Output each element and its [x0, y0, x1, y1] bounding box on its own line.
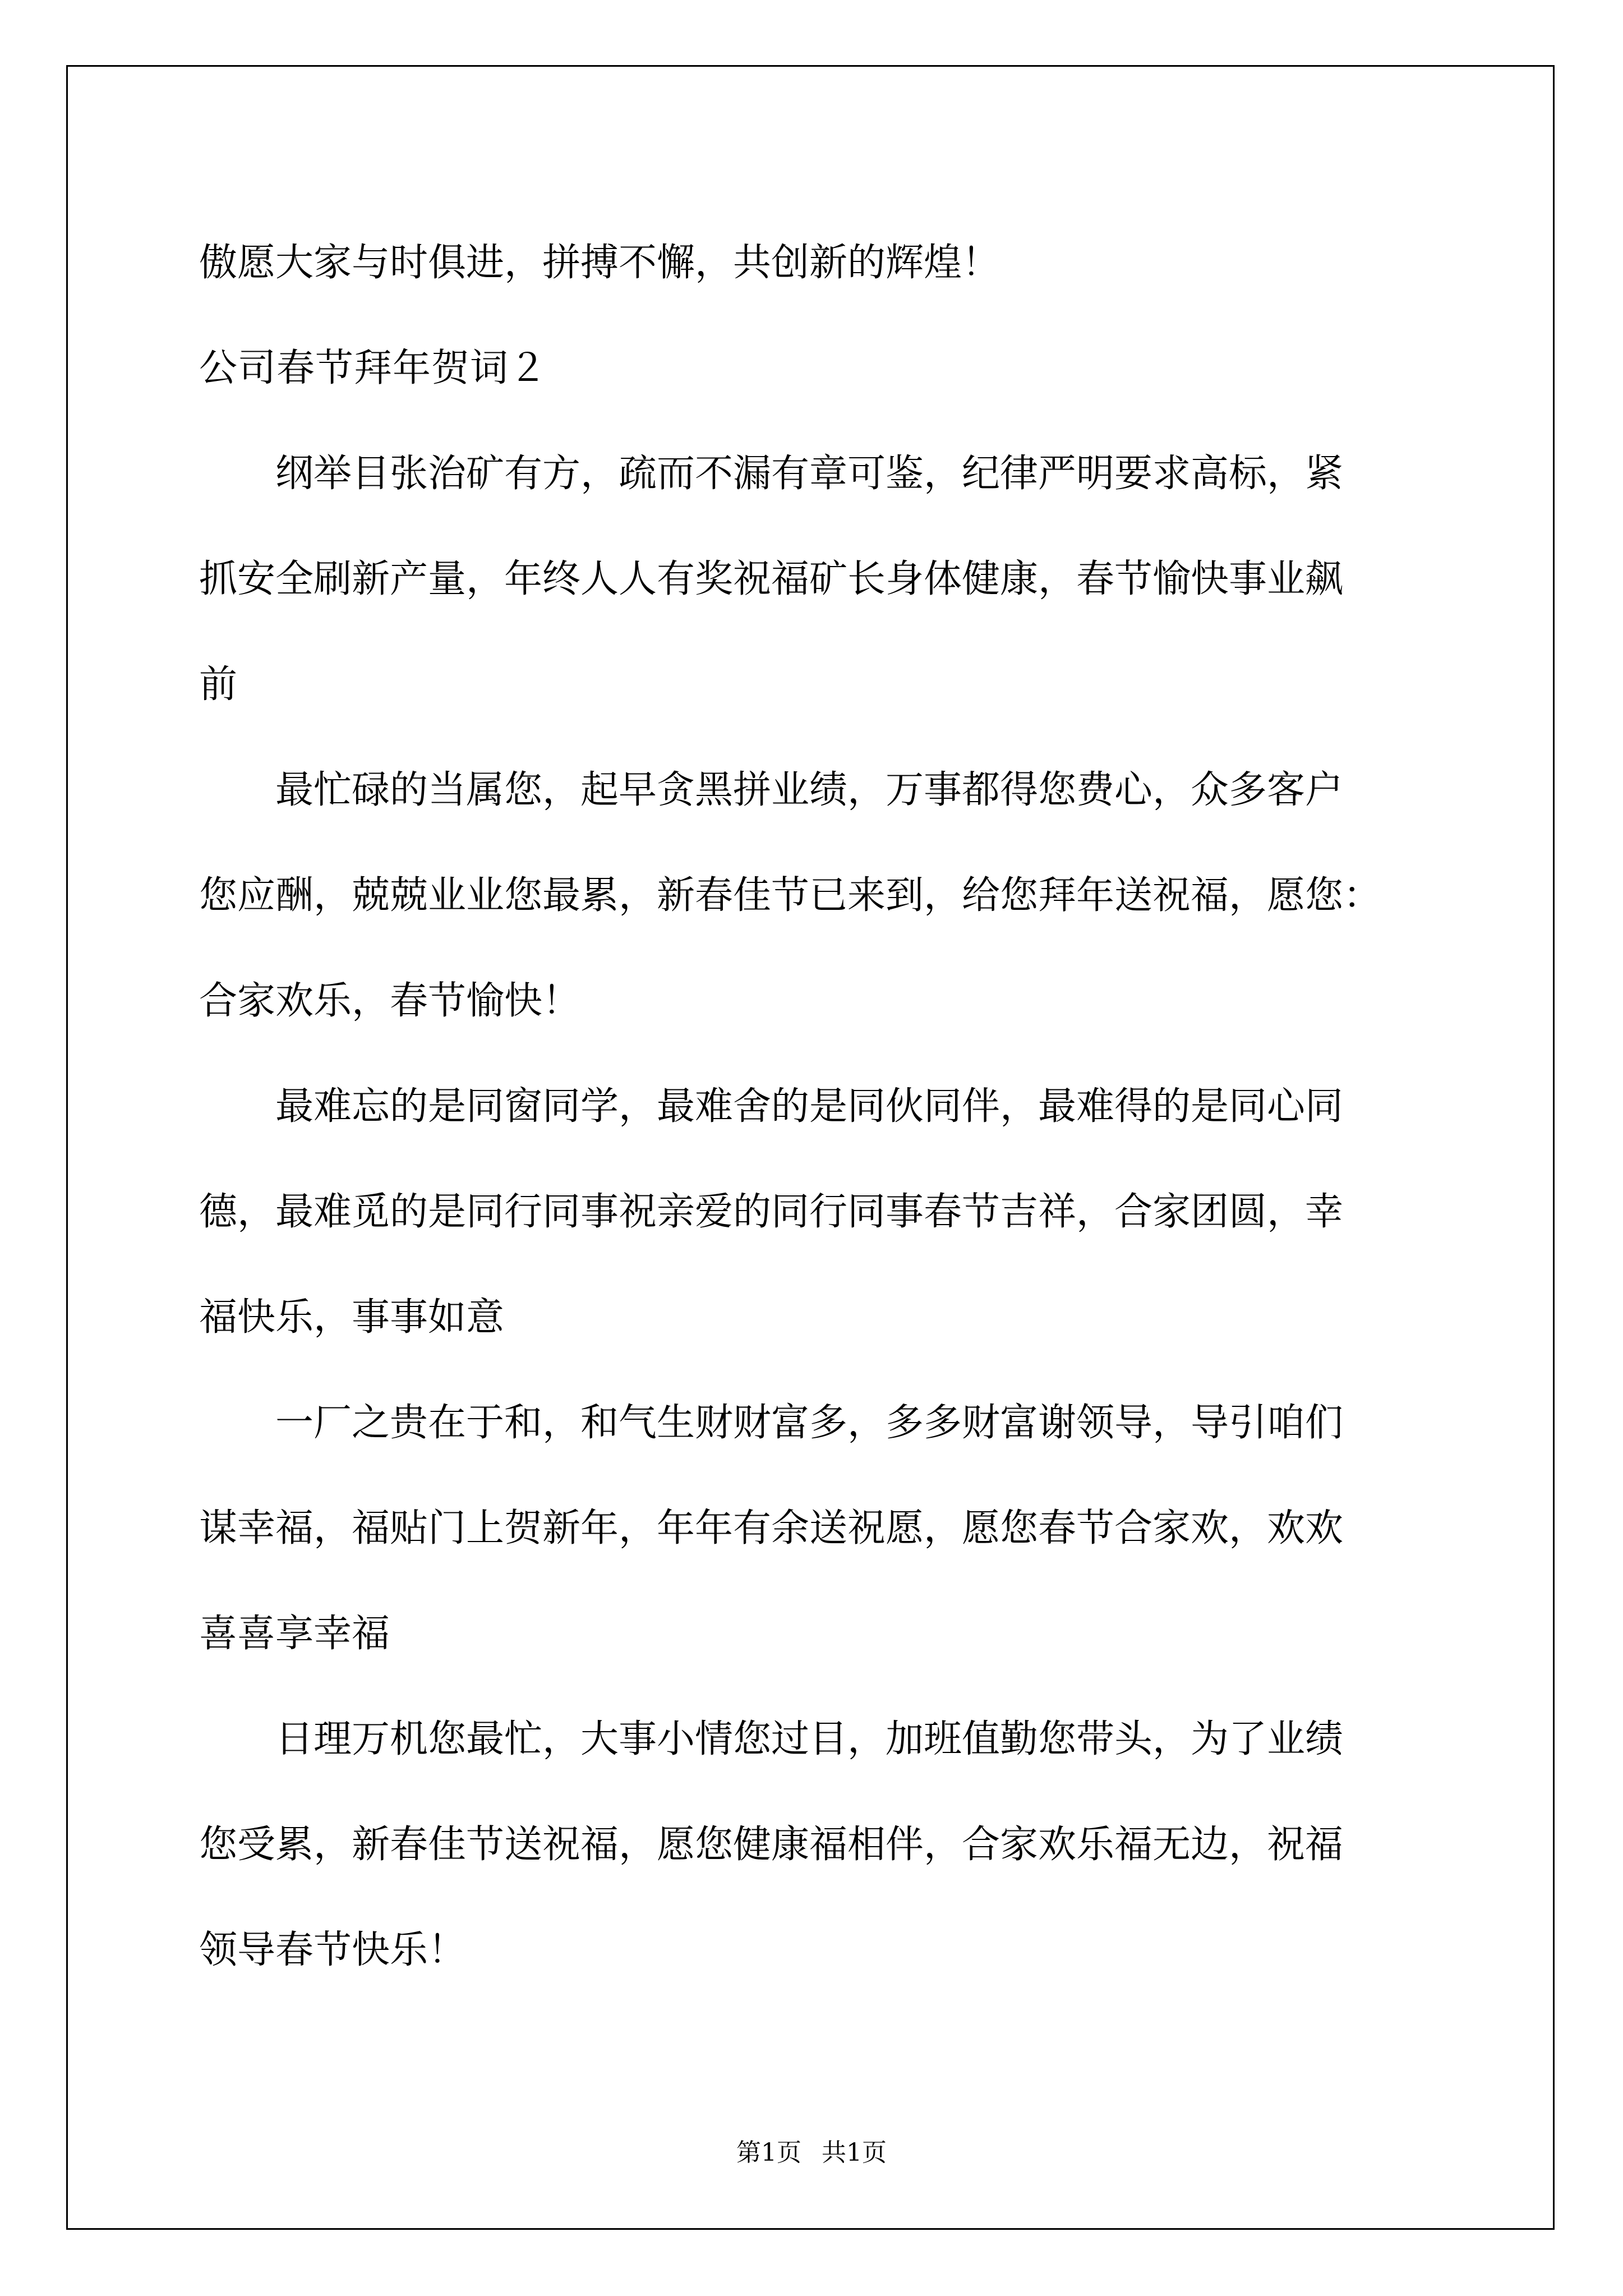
text-line: 您受累，新春佳节送祝福，愿您健康福相伴，合家欢乐福无边，祝福 — [199, 1823, 1344, 1867]
text-line: 日理万机您最忙，大事小情您过目，加班值勤您带头，为了业绩 — [199, 1717, 1344, 1761]
text-line: 纲举目张治矿有方，疏而不漏有章可鉴，纪律严明要求高标，紧 — [199, 452, 1344, 496]
text-line: 最忙碌的当属您，起早贪黑拼业绩，万事都得您费心，众多客户 — [199, 768, 1344, 812]
page-footer — [0, 2136, 1623, 2170]
text-line: 前 — [199, 662, 238, 707]
text-line: 傲愿大家与时俱进，拼搏不懈，共创新的辉煌！ — [199, 241, 1000, 285]
page-number-total: 共1页 — [822, 2138, 887, 2167]
text-line: 合家欢乐，春节愉快！ — [199, 979, 581, 1023]
text-line: 领导春节快乐！ — [199, 1928, 467, 1972]
text-line: 福快乐，事事如意 — [199, 1295, 505, 1340]
text-line: 谋幸福，福贴门上贺新年，年年有余送祝愿，愿您春节合家欢，欢欢 — [199, 1506, 1344, 1550]
page-number-current: 第1页 — [736, 2138, 801, 2167]
document-body — [199, 210, 1433, 2003]
text-line: 一厂之贵在于和，和气生财财富多，多多财富谢领导，导引咱们 — [199, 1401, 1344, 1445]
text-line: 最难忘的是同窗同学，最难舍的是同伙同伴，最难得的是同心同 — [199, 1084, 1344, 1129]
text-line: 德，最难觅的是同行同事祝亲爱的同行同事春节吉祥，合家团圆，幸 — [199, 1190, 1344, 1234]
section-title: 公司春节拜年贺词２ — [199, 346, 548, 390]
text-line: 抓安全刷新产量，年终人人有奖祝福矿长身体健康，春节愉快事业飙 — [199, 557, 1344, 601]
text-line: 喜喜享幸福 — [199, 1612, 390, 1656]
text-line: 您应酬，兢兢业业您最累，新春佳节已来到，给您拜年送祝福，愿您： — [199, 873, 1382, 918]
